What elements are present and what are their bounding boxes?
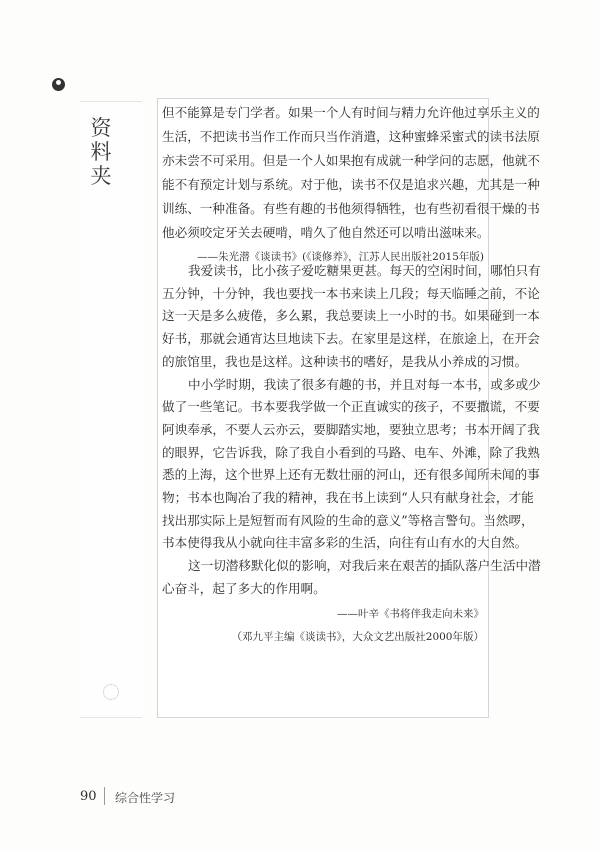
text-line: 悉的上海，这个世界上还有无数壮丽的河山，还有很多闻所未闻的事 <box>162 467 540 483</box>
source-citation: （邓九平主编《谈读书》，大众文艺出版社2000年版） <box>231 631 484 643</box>
text-line: 这一切潜移默化似的影响，对我后来在艰苦的插队落户生活中潜 <box>188 558 541 574</box>
text-line: 中小学时期，我读了很多有趣的书，并且对每一本书，或多或少 <box>188 376 541 392</box>
text-line: 好书，那就会通宵达旦地读下去。在家里是这样，在旅途上，在开会 <box>162 331 540 347</box>
text-line: 心奋斗，起了多大的作用啊。 <box>162 580 326 596</box>
footer-divider <box>104 787 105 805</box>
page-number: 90 <box>80 789 97 804</box>
publisher-logo-icon <box>52 78 65 91</box>
text-line: 找出那实际上是短暂而有风险的生命的意义”等格言警句。当然啰， <box>162 512 534 528</box>
text-line: 他必须咬定牙关去硬啃，啃久了他自然还可以啃出滋味来。 <box>162 225 490 240</box>
text-line: 的旅馆里，我也是这样。这种读书的嗜好，是我从小养成的习惯。 <box>162 353 528 369</box>
text-line: 能不有预定计划与系统。对于他，读书不仅是追求兴趣，尤其是一种 <box>162 177 540 192</box>
text-line: 亦未尝不可采用。但是一个人如果抱有成就一种学问的志愿，他就不 <box>162 153 540 168</box>
text-line: 阿谀奉承，不要人云亦云，要脚踏实地，要独立思考；书本开阔了我 <box>162 421 540 437</box>
text-line: 的眼界，它告诉我，除了我自小看到的马路、电车、外滩，除了我熟 <box>162 444 540 460</box>
source-citation: ——朱光潜《谈读书》(《谈修养》，江苏人民出版社2015年版) <box>197 251 484 263</box>
text-line: 物；书本也陶冶了我的精神，我在书上读到“人只有献身社会，才能 <box>162 490 534 505</box>
text-line: 我爱读书，比小孩子爱吃糖果更甚。每天的空闲时间，哪怕只有 <box>188 263 541 278</box>
text-line: 这一天是多么疲倦，多么累，我总要读上一小时的书。如果碰到一本 <box>162 308 540 324</box>
author-citation: ——叶辛《书将伴我走向未来》 <box>337 608 484 620</box>
text-line: 做了一些笔记。书本要我学做一个正直诚实的孩子，不要撒谎，不要 <box>162 399 540 415</box>
text-line: 训练、一种准备。有些有趣的书他须得牺牲，也有些初看很干燥的书 <box>162 201 540 216</box>
text-line: 但不能算是专门学者。如果一个人有时间与精力允许他过享乐主义的 <box>162 105 540 120</box>
text-line: 生活，不把读书当作工作而只当作消遣，这种蜜蜂采蜜式的读书法原 <box>162 129 540 144</box>
decorative-circle-icon <box>103 684 119 700</box>
text-line: 书本使得我从小就向往丰富多彩的生活，向往有山有水的大自然。 <box>162 535 528 551</box>
section-name: 综合性学习 <box>115 791 176 805</box>
sidebar-panel <box>80 101 142 718</box>
sidebar-title: 资料夹 <box>90 116 112 188</box>
text-line: 五分钟，十分钟，我也要找一本书来读上几段；每天临睡之前，不论 <box>162 285 540 301</box>
